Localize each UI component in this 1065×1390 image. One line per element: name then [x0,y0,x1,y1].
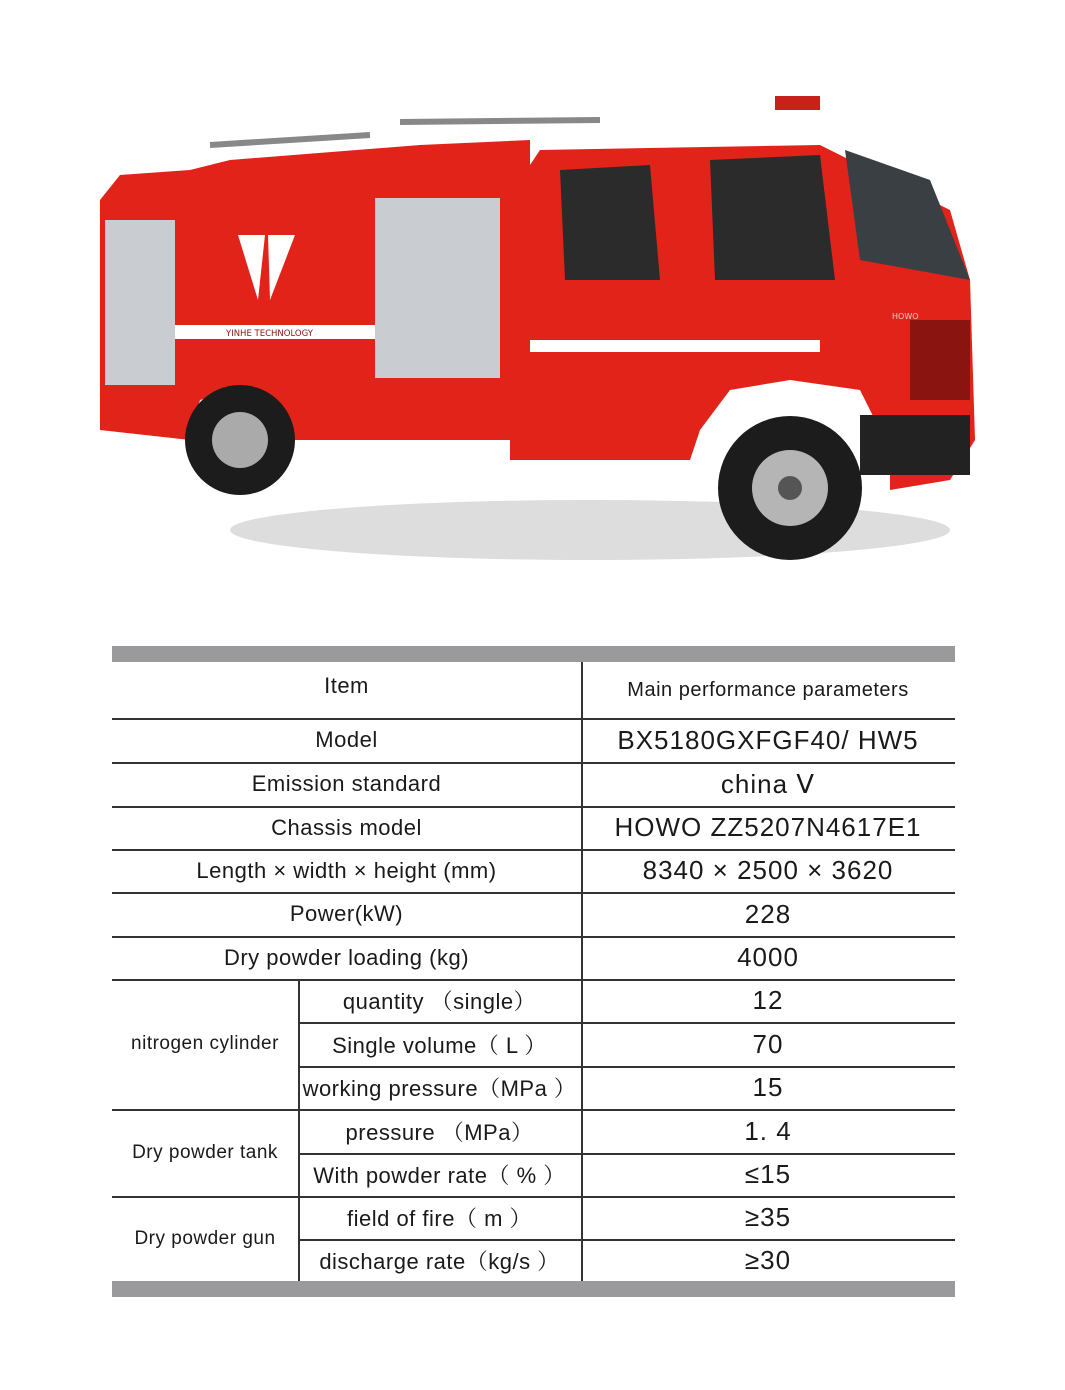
row-value: HOWO ZZ5207N4617E1 [614,812,922,842]
row-value: 4000 [737,942,799,972]
front-window [710,155,835,280]
row-item: Chassis model [271,814,422,840]
row-item: Emission standard [251,771,442,796]
row-item: working pressure（MPa ） [302,1076,577,1101]
row-value: 8340 × 2500 × 3620 [642,855,894,885]
group-label: nitrogen cylinder [131,1033,279,1054]
row-item: Power(kW) [289,901,404,926]
table-bottom-band [112,1281,955,1297]
fire-truck-image [90,90,990,580]
group-label: Dry powder gun [134,1227,276,1249]
row-item: Model [315,727,378,752]
group-label: Dry powder tank [132,1141,278,1163]
row-item: field of fire（ m ） [346,1206,533,1231]
row-value: ≤15 [744,1159,792,1189]
gross-mass-lettering: 总质量:18000kg [758,404,836,415]
table-top-band [112,646,955,662]
row-value: 15 [752,1072,784,1102]
header-params: Main performance parameters [627,678,909,701]
row-value: 228 [744,898,792,929]
row-value: ≥30 [744,1244,792,1275]
row-item: Single volume（ L ） [332,1032,547,1058]
row-value: 12 [752,985,784,1015]
left-shutter [105,220,175,385]
row-item: Length × width × height (mm) [196,857,497,883]
row-value: ≥35 [744,1202,792,1232]
rear-window [560,165,660,280]
row-value: china Ⅴ [720,768,816,799]
row-item: pressure （MPa） [345,1119,534,1145]
row-value: 70 [752,1028,784,1059]
mid-shutter [375,198,500,378]
yinhe-technology-lettering: YINHE TECHNOLOGY [226,329,313,339]
header-item: Item [324,673,369,698]
row-item: Dry powder loading (kg) [223,944,470,970]
row-value: BX5180GXFGF40/ HW5 [617,724,919,755]
row-value: 1. 4 [744,1115,792,1146]
row-item: quantity （single） [342,989,537,1014]
row-item: discharge rate（kg/s ） [319,1248,560,1274]
row-item: With powder rate（ % ） [313,1163,566,1188]
howo-lettering: HOWO [892,312,919,321]
